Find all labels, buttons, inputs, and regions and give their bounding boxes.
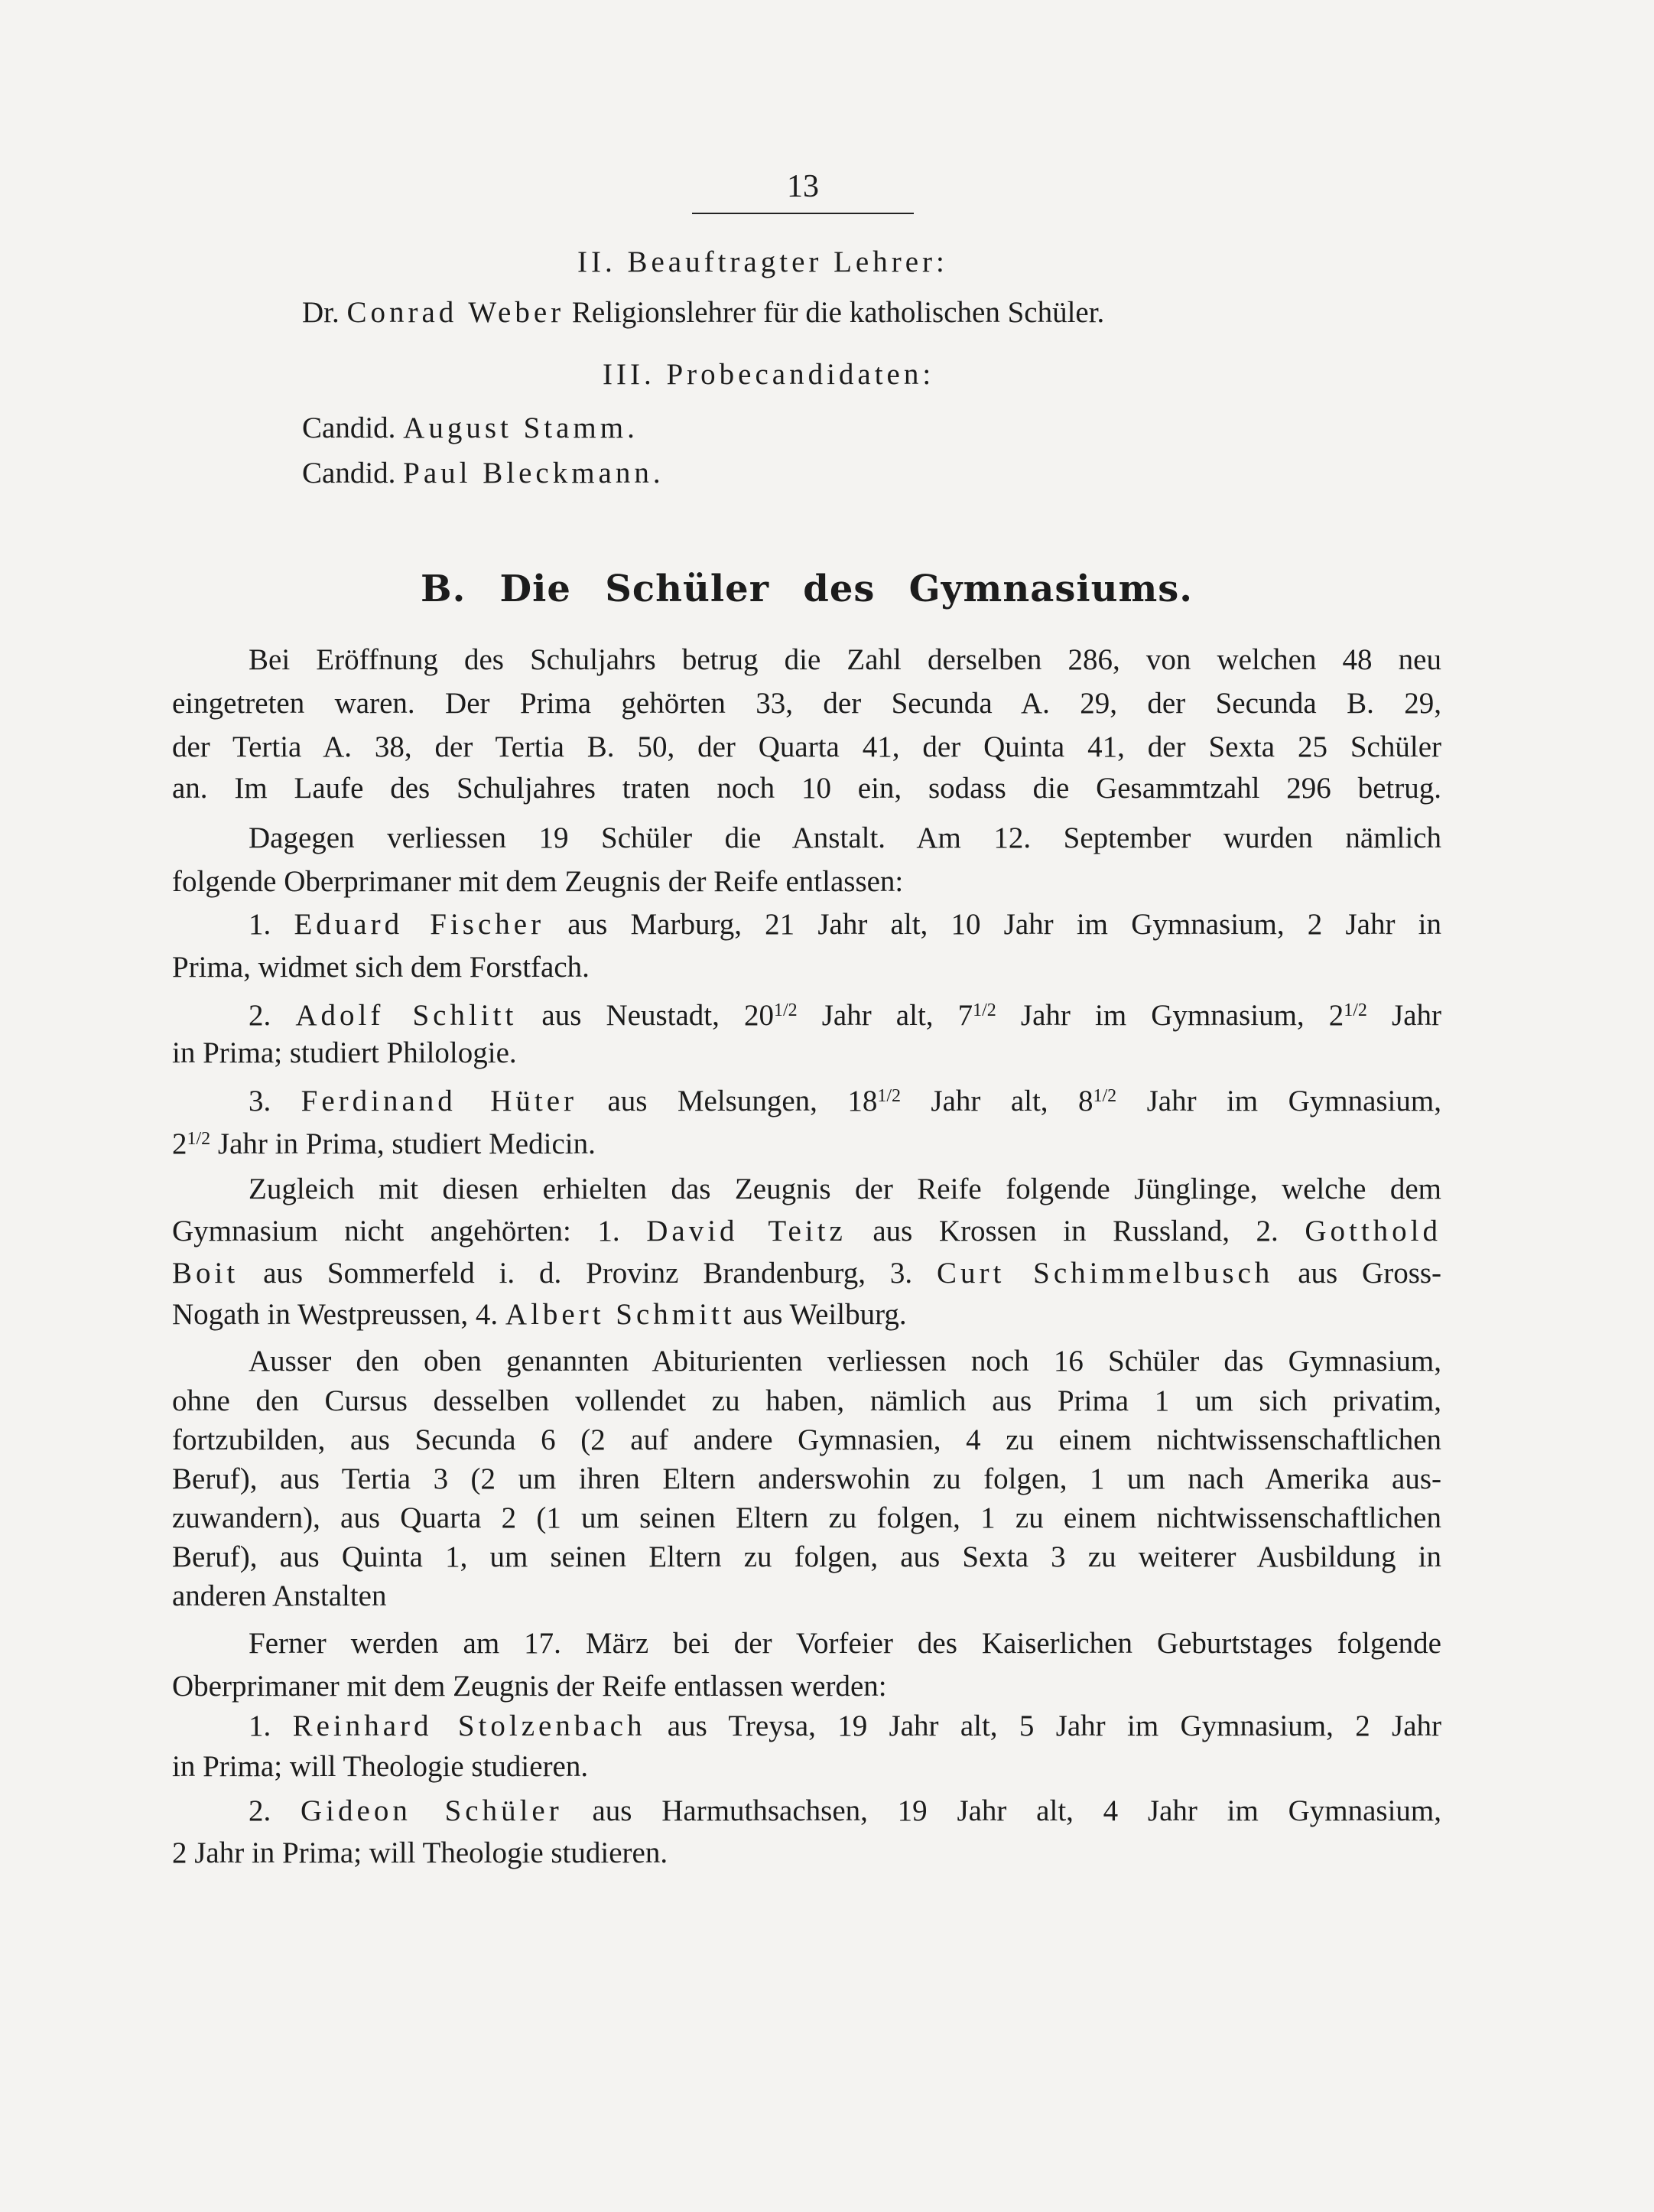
teacher-role: Religionslehrer für die katholischen Schüler. <box>571 296 1105 329</box>
paragraph-line: folgende Oberprimaner mit dem Zeugnis der Reife entlassen: <box>172 865 904 898</box>
paragraph-line: Nogath in Westpreussen, 4. Albert Schmitt aus Weilburg. <box>172 1298 907 1331</box>
graduate-name: Eduard Fischer <box>294 908 545 941</box>
fraction-half: 1/2 <box>1093 1086 1117 1106</box>
paragraph-line: eingetreten waren. Der Prima gehörten 33, der Secunda A. 29, der Secunda B. 29, <box>172 687 1441 720</box>
graduate-entry <box>249 1077 1441 1121</box>
graduate-details: aus Melsungen, $18^{1/2}$ Jahr alt, $8^{1/2}$ Jahr im Gymnasium, <box>607 1085 1441 1117</box>
graduate-entry <box>249 1792 1441 1830</box>
graduate-name: Boit <box>172 1257 239 1290</box>
paragraph-line: in Prima; studiert Philologie. <box>172 1036 517 1069</box>
candidate-line <box>302 409 639 447</box>
paragraph-line: ohne den Cursus desselben vollendet zu haben, nämlich aus Prima 1 um sich privatim, <box>172 1384 1441 1417</box>
graduate-name: Curt Schimmelbusch <box>936 1257 1274 1290</box>
graduate-details: aus Harmuthsachsen, 19 Jahr alt, 4 Jahr im Gymnasium, <box>592 1794 1442 1827</box>
page-number: 13 <box>787 169 819 204</box>
teacher-title: Dr. <box>302 296 340 329</box>
entry-number: 1. <box>249 1709 271 1742</box>
graduate-entry <box>249 906 1441 944</box>
section-heading: B. Die Schüler des Gymnasiums. <box>421 568 1193 610</box>
assigned-teacher-heading: II. Beauftragter Lehrer: <box>577 246 948 278</box>
paragraph-line: Oberprimaner mit dem Zeugnis der Reife entlassen werden: <box>172 1670 887 1703</box>
probation-candidates-heading: III. Probecandidaten: <box>603 358 935 391</box>
candidate-line <box>302 454 665 493</box>
graduate-name: Gotthold <box>1305 1215 1441 1248</box>
graduate-details: aus Treysa, 19 Jahr alt, 5 Jahr im Gymnasium, 2 Jahr <box>667 1709 1442 1742</box>
paragraph-line: anderen Anstalten <box>172 1579 387 1612</box>
fraction-half: 1/2 <box>973 1000 996 1020</box>
candidate-prefix: Candid. <box>302 457 396 490</box>
graduate-name: Gideon Schüler <box>301 1794 563 1827</box>
graduate-name: Reinhard Stolzenbach <box>292 1709 646 1742</box>
graduate-entry <box>249 1707 1441 1745</box>
paragraph-line: Beruf), aus Tertia 3 (2 um ihren Eltern anderswohin zu folgen, 1 um nach Amerika aus- <box>172 1462 1441 1495</box>
paragraph-line: Bei Eröffnung des Schuljahrs betrug die Zahl derselben 286, von welchen 48 neu <box>249 643 1441 676</box>
fraction-half: 1/2 <box>187 1129 211 1149</box>
entry-number: 2. <box>249 999 271 1032</box>
fraction-half: 1/2 <box>773 1000 798 1020</box>
entry-number: 3. <box>249 1085 271 1117</box>
candidate-name: Paul Bleckmann. <box>403 457 665 490</box>
page-number-rule <box>692 213 914 214</box>
graduate-details: aus Marburg, 21 Jahr alt, 10 Jahr im Gymnasium, 2 Jahr in <box>567 908 1442 941</box>
paragraph-line: in Prima; will Theologie studieren. <box>172 1750 589 1783</box>
paragraph-line: Prima, widmet sich dem Forstfach. <box>172 951 590 984</box>
graduate-details: aus Neustadt, $20^{1/2}$ Jahr alt, $7^{1/2}$ Jahr im Gymnasium, $2^{1/2}$ Jahr <box>541 999 1442 1032</box>
paragraph-line: fortzubilden, aus Secunda 6 (2 auf andere Gymnasien, 4 zu einem nichtwissenschaftlichen <box>172 1423 1441 1456</box>
paragraph-line: Gymnasium nicht angehörten: 1. David Teitz aus Krossen in Russland, 2. Gotthold <box>172 1215 1441 1248</box>
paragraph-line: an. Im Laufe des Schuljahres traten noch 10 ein, sodass die Gesammtzahl 296 betrug. <box>172 772 1441 805</box>
fraction-half: 1/2 <box>1344 1000 1367 1020</box>
teacher-weber-line <box>302 294 1104 332</box>
paragraph-line: Dagegen verliessen 19 Schüler die Anstalt. Am 12. September wurden nämlich <box>249 821 1441 854</box>
paragraph-line: zuwandern), aus Quarta 2 (1 um seinen Eltern zu folgen, 1 zu einem nichtwissenschaftlichen <box>172 1501 1441 1534</box>
candidate-prefix: Candid. <box>302 411 396 444</box>
graduate-name: Adolf Schlitt <box>295 999 518 1032</box>
paragraph-line: Boit aus Sommerfeld i. d. Provinz Brandenburg, 3. Curt Schimmelbusch aus Gross- <box>172 1257 1442 1290</box>
entry-number: 1. <box>249 908 271 941</box>
graduate-name: Ferdinand Hüter <box>301 1085 578 1117</box>
paragraph-line: Zugleich mit diesen erhielten das Zeugnis der Reife folgende Jünglinge, welche dem <box>249 1173 1441 1205</box>
paragraph-line: Ferner werden am 17. März bei der Vorfeier des Kaiserlichen Geburtstages folgende <box>249 1627 1441 1660</box>
paragraph-line: Beruf), aus Quinta 1, um seinen Eltern zu folgen, aus Sexta 3 zu weiterer Ausbildung in <box>172 1540 1441 1573</box>
graduate-name: David Teitz <box>646 1215 846 1248</box>
entry-number: 2. <box>249 1794 271 1827</box>
teacher-name: Conrad Weber <box>346 296 565 329</box>
paragraph-line: Ausser den oben genannten Abiturienten verliessen noch 16 Schüler das Gymnasium, <box>249 1345 1441 1378</box>
paragraph-line: der Tertia A. 38, der Tertia B. 50, der Quarta 41, der Quinta 41, der Sexta 25 Schüler <box>172 730 1441 763</box>
paragraph-line: $2^{1/2}$ Jahr in Prima, studiert Medicin. <box>172 1127 596 1160</box>
graduate-entry <box>249 991 1441 1035</box>
paragraph-line: 2 Jahr in Prima; will Theologie studieren. <box>172 1836 668 1869</box>
candidate-name: August Stamm. <box>403 411 639 444</box>
graduate-name: Albert Schmitt <box>505 1298 736 1331</box>
fraction-half: 1/2 <box>877 1086 902 1106</box>
